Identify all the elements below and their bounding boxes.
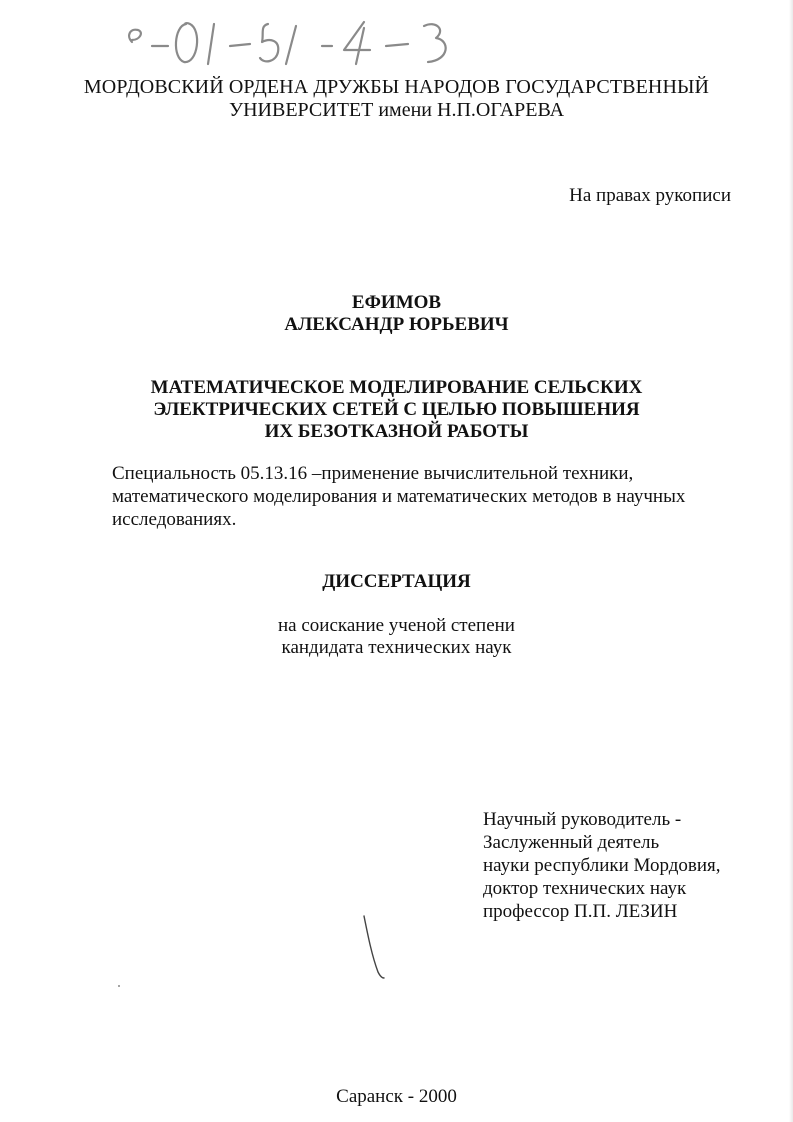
specialty-block	[112, 462, 732, 531]
pen-stroke-mark	[362, 914, 392, 980]
advisor-line-4: доктор технических наук	[483, 878, 687, 899]
author-given-names: АЛЕКСАНДР ЮРЬЕВИЧ	[284, 314, 509, 335]
institution-name-line-2: УНИВЕРСИТЕТ имени Н.П.ОГАРЕВА	[228, 99, 565, 121]
handwritten-archive-code	[118, 6, 538, 76]
specialty-line-1: Специальность 05.13.16 –применение вычислительной техники,	[112, 463, 634, 484]
advisor-line-5: профессор П.П. ЛЕЗИН	[483, 901, 678, 922]
degree-line-1: на соискание ученой степени	[278, 615, 515, 636]
city-and-year: Саранск - 2000	[336, 1086, 457, 1107]
author-surname: ЕФИМОВ	[351, 292, 442, 313]
scan-speck	[118, 985, 120, 987]
dissertation-title-line-3: ИХ БЕЗОТКАЗНОЙ РАБОТЫ	[264, 421, 529, 442]
document-type-heading: ДИССЕРТАЦИЯ	[322, 571, 471, 592]
dissertation-title-line-1: МАТЕМАТИЧЕСКОЕ МОДЕЛИРОВАНИЕ СЕЛЬСКИХ	[150, 377, 643, 398]
manuscript-rights-note: На правах рукописи	[569, 185, 731, 206]
scientific-advisor-block	[483, 808, 721, 923]
institution-name-line-1: МОРДОВСКИЙ ОРДЕНА ДРУЖБЫ НАРОДОВ ГОСУДАРСТВЕННЫЙ	[83, 76, 710, 98]
degree-line-2: кандидата технических наук	[281, 637, 512, 658]
dissertation-title-line-2: ЭЛЕКТРИЧЕСКИХ СЕТЕЙ С ЦЕЛЬЮ ПОВЫШЕНИЯ	[153, 399, 640, 420]
pen-stroke-drawing	[362, 914, 392, 980]
specialty-line-3: исследованиях.	[112, 509, 237, 530]
handwritten-code-drawing	[118, 6, 538, 76]
advisor-line-1: Научный руководитель -	[483, 809, 682, 830]
specialty-line-2: математического моделирования и математических методов в научных	[112, 486, 686, 507]
scan-edge-shadow	[789, 0, 793, 1122]
advisor-line-3: науки республики Мордовия,	[483, 855, 721, 876]
advisor-line-2: Заслуженный деятель	[483, 832, 660, 853]
